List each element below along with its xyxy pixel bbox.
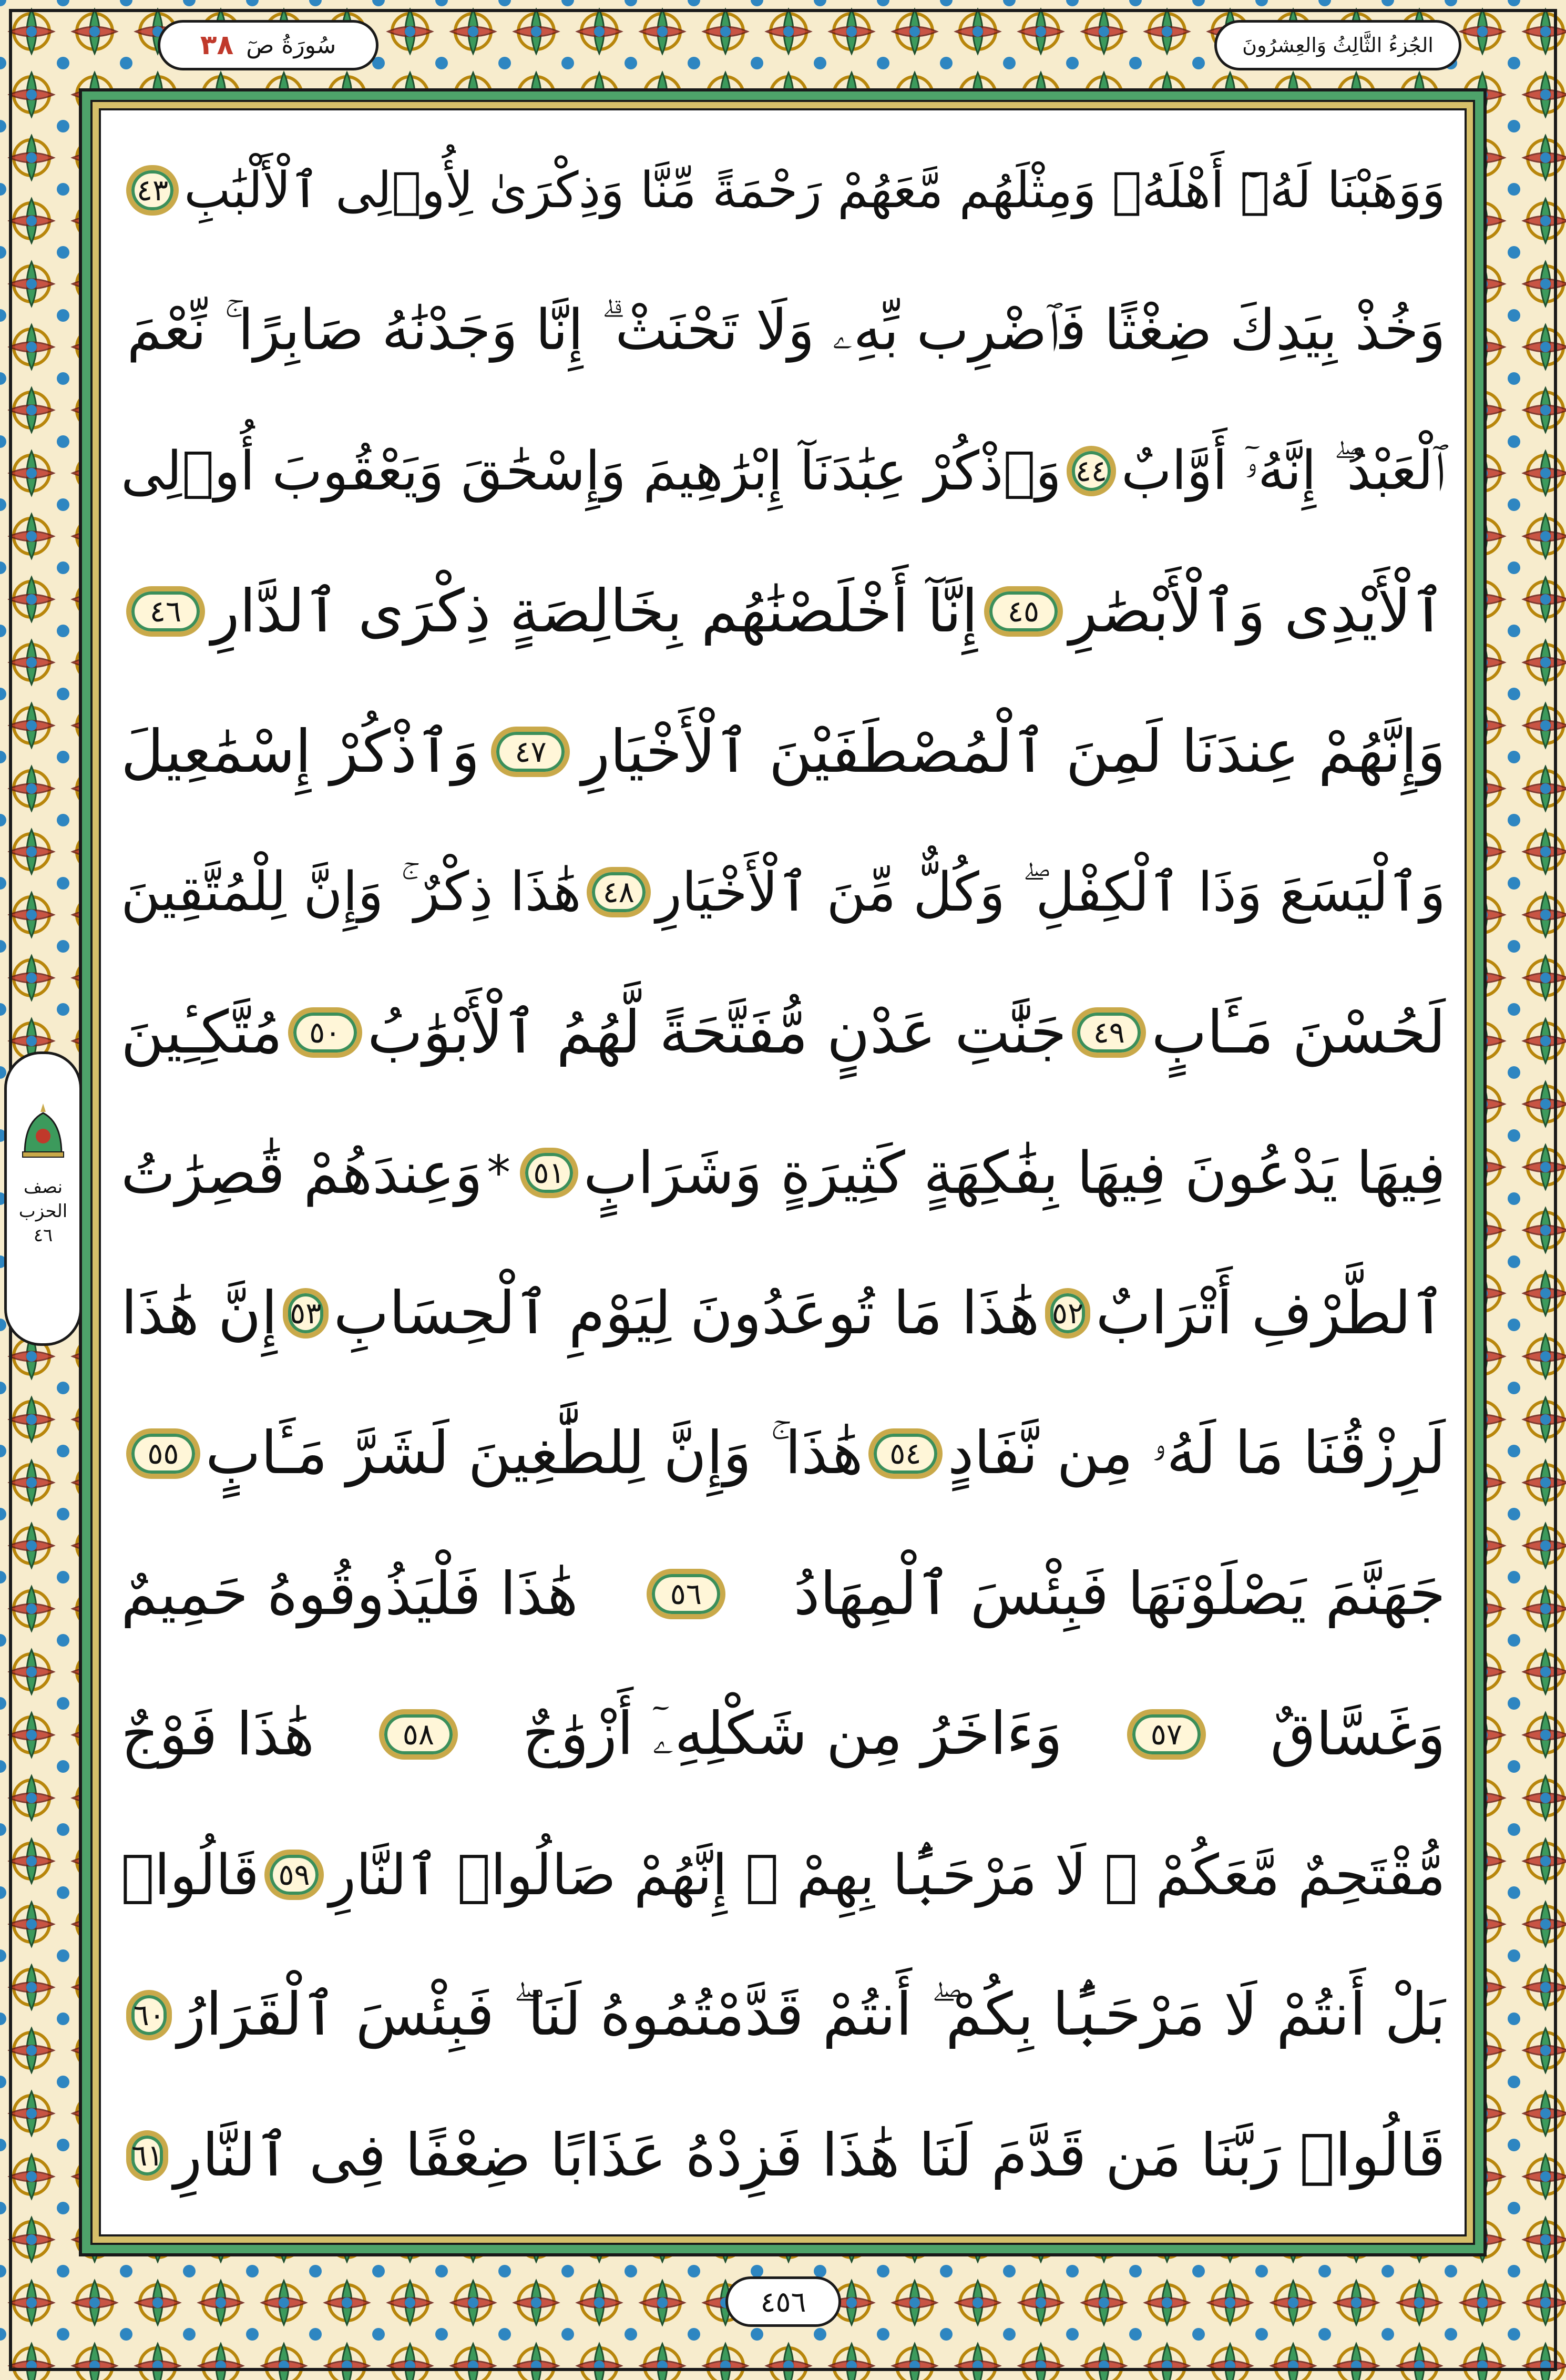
verse-text: هَٰذَا ۚ وَإِنَّ لِلطَّٰغِينَ لَشَرَّ مَـَٔابٍ xyxy=(205,1419,863,1487)
verse-text: وَٱذْكُرْ إِسْمَٰعِيلَ xyxy=(121,718,480,786)
dome-icon xyxy=(19,1101,67,1159)
verse-text: وَءَاخَرُ مِن شَكْلِهِۦٓ أَزْوَٰجٌ xyxy=(522,1700,1063,1768)
verse-line xyxy=(121,686,1446,818)
verse-text: هَٰذَا مَا تُوعَدُونَ لِيَوْمِ ٱلْحِسَابِ xyxy=(333,1279,1040,1347)
ayah-number-marker: ٤٦ xyxy=(126,586,205,637)
page-number: ٤٥٦ xyxy=(760,2285,806,2318)
ayah-number-marker: ٥٧ xyxy=(1127,1709,1206,1760)
ayah-number-marker: ٤٨ xyxy=(587,867,651,917)
ayah-number-marker: ٥١ xyxy=(520,1148,578,1198)
verse-line xyxy=(121,124,1446,257)
verse-text: وَعِندَهُمْ قَٰصِرَٰتُ xyxy=(121,1139,483,1207)
ayah-number-marker: ٥٥ xyxy=(126,1428,200,1479)
surah-name: سُورَةُ صٓ xyxy=(246,32,336,59)
juz-name: الجُزءُ الثَّالِثُ وَالعِشرُونَ xyxy=(1242,34,1434,57)
ayah-number-marker: ٤٥ xyxy=(984,586,1063,637)
ayah-number-marker: ٥٨ xyxy=(379,1709,458,1760)
verse-line xyxy=(121,1528,1446,1660)
ayah-number-marker: ٦٠ xyxy=(126,1990,172,2040)
verse-text: هَٰذَا ذِكْرٌ ۚ وَإِنَّ لِلْمُتَّقِينَ xyxy=(121,861,581,923)
verse-line xyxy=(121,1107,1446,1239)
page-number-pill xyxy=(725,2276,841,2327)
verse-line xyxy=(121,2089,1446,2222)
verse-text: هَٰذَا فَلْيَذُوقُوهُ حَمِيمٌ xyxy=(121,1560,578,1628)
ayah-number-marker: ٥٦ xyxy=(647,1569,725,1619)
surah-number: ٣٨ xyxy=(200,29,234,61)
ayah-number-marker: ٤٩ xyxy=(1072,1007,1146,1058)
verse-text: لَرِزْقُنَا مَا لَهُۥ مِن نَّفَادٍ xyxy=(947,1419,1446,1487)
verse-line xyxy=(121,264,1446,397)
verse-text: ٱلْعَبْدُ ۖ إِنَّهُۥٓ أَوَّابٌ xyxy=(1121,440,1446,502)
verse-text: بَلْ أَنتُمْ لَا مَرْحَبًۢا بِكُمْ ۖ أَنتُمْ قَدَّمْتُمُوهُ لَنَا ۖ فَبِئْسَ ٱلْقَرَارُ xyxy=(177,1980,1446,2049)
verse-line xyxy=(121,1668,1446,1801)
verse-text: وَغَسَّاقٌ xyxy=(1270,1700,1446,1769)
juz-title-pill xyxy=(1214,20,1461,70)
verse-text: مُّقْتَحِمٌ مَّعَكُمْ ۖ لَا مَرْحَبًۢا بِهِمْ ۚ إِنَّهُمْ صَالُوا۟ ٱلنَّارِ xyxy=(329,1842,1446,1907)
ayah-number-marker: ٦١ xyxy=(126,2130,168,2181)
verse-line xyxy=(121,966,1446,1099)
ayah-number-marker: ٤٣ xyxy=(126,165,179,216)
verse-line xyxy=(121,405,1446,537)
verse-line xyxy=(121,545,1446,678)
verse-text: قَالُوا۟ xyxy=(121,1842,260,1907)
verse-text: فِيهَا يَدْعُونَ فِيهَا بِفَٰكِهَةٍ كَثِيرَةٍ وَشَرَابٍ xyxy=(583,1139,1446,1207)
verse-text: وَٱذْكُرْ عِبَٰدَنَآ إِبْرَٰهِيمَ وَإِسْحَٰقَ وَيَعْقُوبَ أُو۟لِى xyxy=(121,440,1061,503)
verse-text: إِنَّ هَٰذَا xyxy=(121,1279,278,1347)
verse-text: وَإِنَّهُمْ عِندَنَا لَمِنَ ٱلْمُصْطَفَيْنَ ٱلْأَخْيَارِ xyxy=(581,718,1446,786)
verse-text: ٱلطَّرْفِ أَتْرَابٌ xyxy=(1096,1279,1446,1347)
ayah-number-marker: ٥٢ xyxy=(1045,1288,1091,1339)
verse-text: إِنَّآ أَخْلَصْنَٰهُم بِخَالِصَةٍ ذِكْرَى ٱلدَّارِ xyxy=(211,577,978,646)
surah-title-pill xyxy=(158,20,378,70)
verse-text: لَحُسْنَ مَـَٔابٍ xyxy=(1151,998,1446,1067)
verse-text: وَوَهَبْنَا لَهُۥٓ أَهْلَهُۥ وَمِثْلَهُم مَّعَهُمْ رَحْمَةً مِّنَّا وَذِكْرَىٰ لِأُو۟لِى ٱلْأَلْبَٰبِ xyxy=(184,161,1446,219)
verse-line xyxy=(121,826,1446,958)
verse-line xyxy=(121,1387,1446,1520)
ayah-number-marker: ٥٠ xyxy=(288,1007,362,1058)
verse-text: جَهَنَّمَ يَصْلَوْنَهَا فَبِئْسَ ٱلْمِهَادُ xyxy=(793,1560,1446,1628)
ayah-number-marker: ٥٩ xyxy=(264,1850,324,1900)
hizb-star-icon: * xyxy=(487,1145,511,1201)
ayah-number-marker: ٤٧ xyxy=(491,727,570,777)
verse-text: وَٱلْيَسَعَ وَذَا ٱلْكِفْلِ ۖ وَكُلٌّ مِّنَ ٱلْأَخْيَارِ xyxy=(656,861,1446,924)
hizb-label: نصف الحزب ٤٦ xyxy=(18,1177,68,1246)
verse-lines xyxy=(121,124,1446,2222)
verse-line xyxy=(121,1809,1446,1941)
verse-line xyxy=(121,1949,1446,2081)
verse-text: هَٰذَا فَوْجٌ xyxy=(121,1700,315,1769)
hizb-marker xyxy=(4,1051,82,1346)
verse-text: وَخُذْ بِيَدِكَ ضِغْثًا فَٱضْرِب بِّهِۦ وَلَا تَحْنَثْ ۗ إِنَّا وَجَدْنَٰهُ صَابِرًا ۚ نِّعْمَ xyxy=(127,298,1446,362)
ayah-number-marker: ٤٤ xyxy=(1067,446,1116,496)
ayah-number-marker: ٥٣ xyxy=(283,1288,329,1339)
verse-text: مُتَّكِـِٔينَ xyxy=(121,998,283,1067)
verse-line xyxy=(121,1247,1446,1380)
verse-text: جَنَّٰتِ عَدْنٍ مُّفَتَّحَةً لَّهُمُ ٱلْأَبْوَٰبُ xyxy=(367,998,1067,1067)
ayah-number-marker: ٥٤ xyxy=(868,1428,943,1479)
verse-text: ٱلْأَيْدِى وَٱلْأَبْصَٰرِ xyxy=(1069,577,1446,646)
verse-text: قَالُوا۟ رَبَّنَا مَن قَدَّمَ لَنَا هَٰذَا فَزِدْهُ عَذَابًا ضِعْفًا فِى ٱلنَّارِ xyxy=(173,2121,1446,2190)
